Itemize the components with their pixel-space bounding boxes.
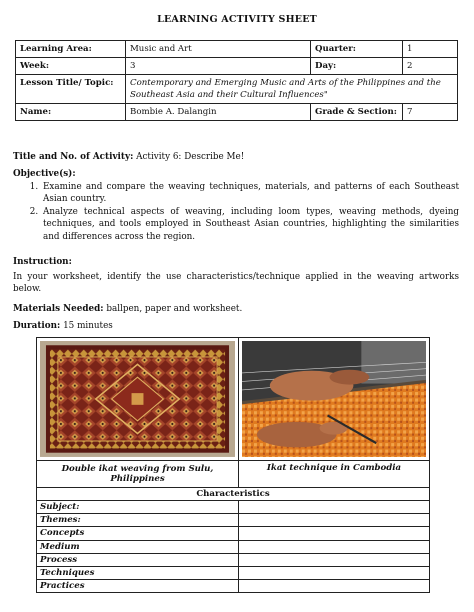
answer-cell[interactable] [239, 527, 430, 540]
worksheet-table [36, 337, 430, 593]
learning-area-value: Music and Art [126, 41, 311, 58]
answer-cell[interactable] [239, 553, 430, 566]
week-value: 3 [126, 58, 311, 75]
quarter-label: Quarter: [311, 41, 403, 58]
name-label: Name: [16, 104, 126, 121]
info-table [15, 40, 458, 121]
instruction-text: In your worksheet, identify the use characteristics/technique applied in the weaving artworks below. [13, 271, 459, 294]
objectives-label: Objective(s): [13, 169, 76, 179]
instruction-block [13, 256, 459, 296]
cambodia-weaving-image-cell [239, 338, 430, 461]
grade-value: 7 [403, 104, 458, 121]
duration-line [13, 320, 459, 333]
answer-cell[interactable] [239, 566, 430, 579]
answer-cell[interactable] [239, 501, 430, 514]
answer-cell[interactable] [239, 514, 430, 527]
sulu-textile-image-cell [37, 338, 239, 461]
learning-area-label: Learning Area: [16, 41, 126, 58]
name-value: Bombie A. Dalangin [126, 104, 311, 121]
materials-value: ballpen, paper and worksheet. [106, 304, 243, 314]
activity-line [13, 151, 459, 164]
grade-label: Grade & Section: [311, 104, 403, 121]
objectives-list [13, 181, 459, 244]
answer-cell[interactable] [239, 579, 430, 592]
row-label-concepts: Concepts [37, 527, 239, 540]
characteristics-header: Characteristics [37, 488, 430, 501]
answer-cell[interactable] [239, 540, 430, 553]
row-label-themes: Themes: [37, 514, 239, 527]
materials-line [13, 303, 459, 316]
lesson-value: Contemporary and Emerging Music and Arts of the Philippines and the Southeast Asia and their Cultural Influences" [126, 75, 458, 104]
caption-right: Ikat technique in Cambodia [239, 460, 430, 487]
objective-item: 2. Analyze technical aspects of weaving, including loom types, weaving methods, dyeing techniques, and tools employed in Southeast Asian countries, highlighting the similarities and differences across the region. [41, 206, 459, 244]
day-value: 2 [403, 58, 458, 75]
duration-value: 15 minutes [63, 321, 113, 331]
objective-item: 1. Examine and compare the weaving techniques, materials, and patterns of each Southeast Asian country. [41, 181, 459, 206]
row-label-process: Process [37, 553, 239, 566]
cambodia-weaving-image [242, 341, 426, 457]
instruction-label: Instruction: [13, 257, 72, 267]
caption-left: Double ikat weaving from Sulu, Philippines [37, 460, 239, 487]
materials-label: Materials Needed: [13, 304, 104, 314]
activity-label: Title and No. of Activity: [13, 152, 134, 162]
sheet-title: LEARNING ACTIVITY SHEET [157, 14, 317, 25]
row-label-subject: Subject: [37, 501, 239, 514]
sulu-textile-image [40, 341, 235, 457]
row-label-practices: Practices [37, 579, 239, 592]
lesson-label: Lesson Title/ Topic: [16, 75, 126, 104]
day-label: Day: [311, 58, 403, 75]
week-label: Week: [16, 58, 126, 75]
duration-label: Duration: [13, 321, 61, 331]
row-label-medium: Medium [37, 540, 239, 553]
quarter-value: 1 [403, 41, 458, 58]
activity-value: Activity 6: Describe Me! [136, 152, 245, 162]
objectives-block [13, 168, 459, 243]
row-label-techniques: Techniques [37, 566, 239, 579]
